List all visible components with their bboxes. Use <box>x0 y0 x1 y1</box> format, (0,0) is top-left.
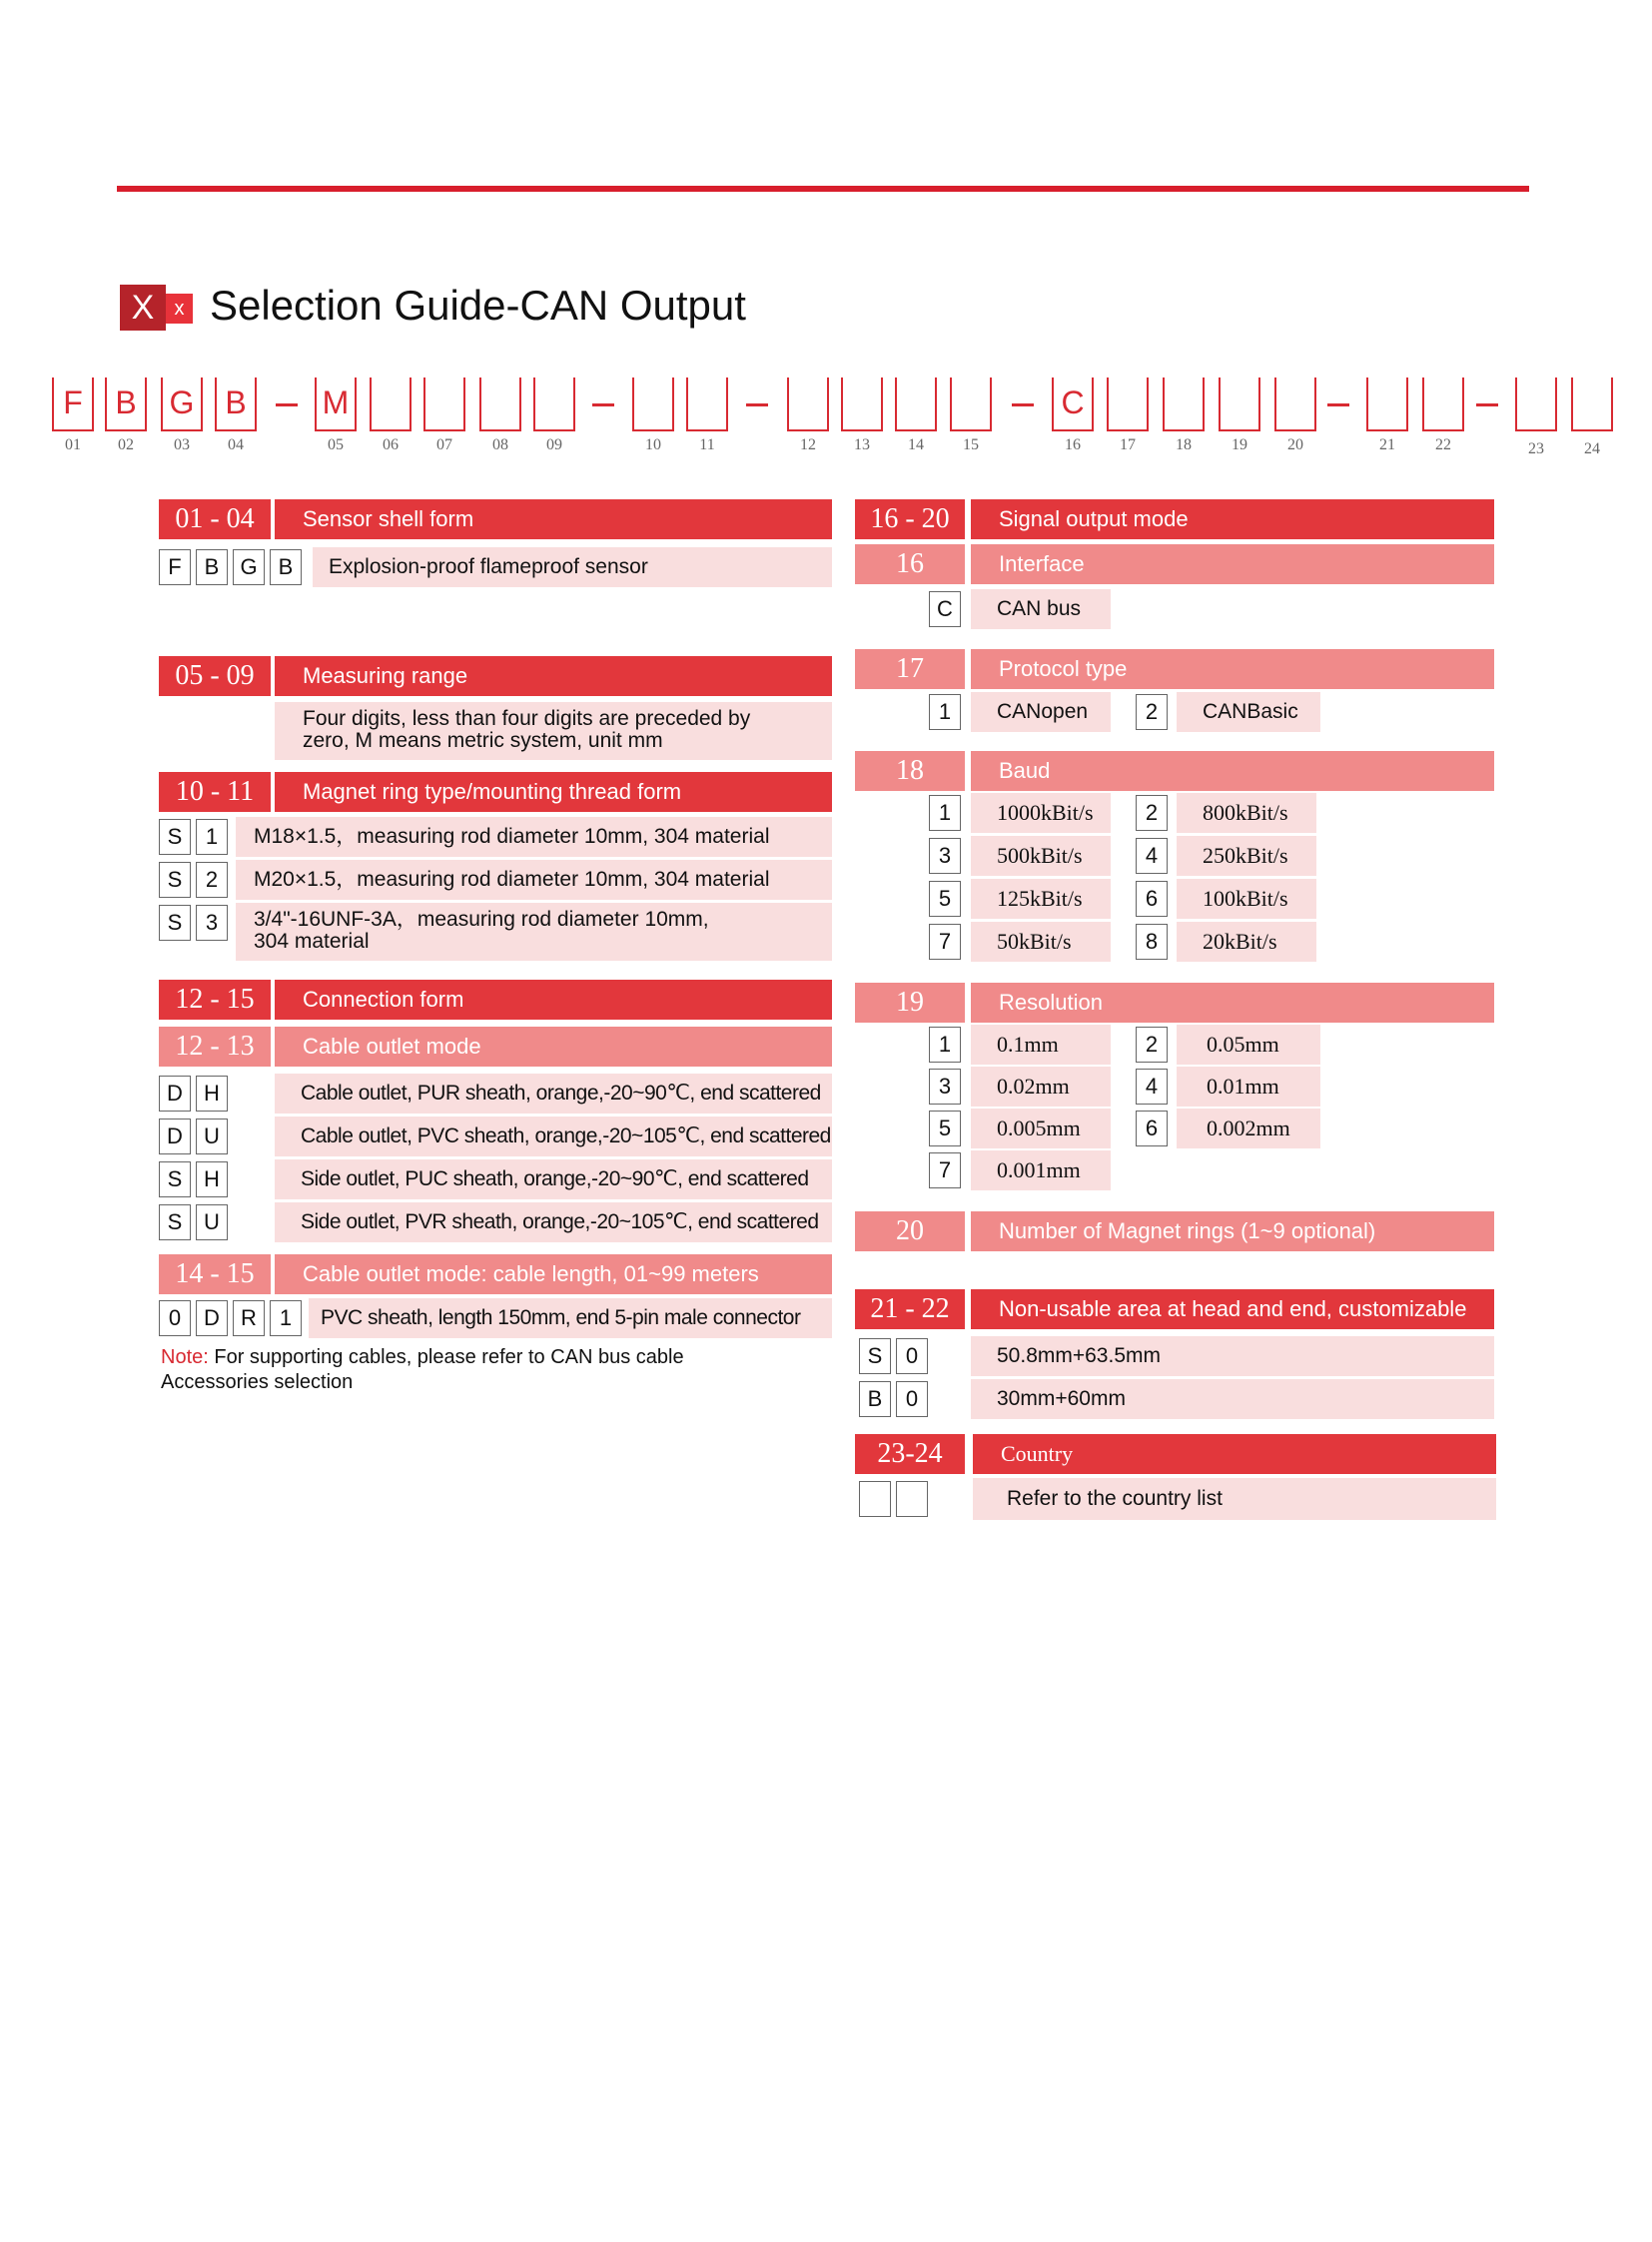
option-desc: M18×1.5，measuring rod diameter 10mm, 304 material <box>236 817 832 857</box>
code-position-box <box>1515 377 1557 431</box>
option-desc: 0.02mm <box>971 1067 1111 1107</box>
option-desc <box>275 702 832 760</box>
code-position-number: 02 <box>118 436 134 453</box>
section-number: 12 - 13 <box>159 1027 271 1067</box>
section-header: Protocol type <box>971 649 1494 689</box>
code-position-number: 07 <box>436 436 452 453</box>
code-box: S <box>159 862 191 898</box>
note-line: Accessories selection <box>161 1371 354 1393</box>
code-position-box: M <box>315 377 357 431</box>
option-desc: CANopen <box>971 692 1111 732</box>
section-header: Baud <box>971 751 1494 791</box>
code-box: 3 <box>929 1069 961 1105</box>
code-position-box <box>841 377 883 431</box>
option-desc: CAN bus <box>971 589 1111 629</box>
code-box: S <box>859 1338 891 1374</box>
section-number: 12 - 15 <box>159 980 271 1020</box>
code-box: 6 <box>1136 1111 1168 1146</box>
code-box: 8 <box>1136 924 1168 960</box>
section-number: 21 - 22 <box>855 1289 965 1329</box>
code-position-box <box>1571 377 1613 431</box>
code-box: 2 <box>1136 694 1168 730</box>
option-desc: 0.1mm <box>971 1025 1111 1065</box>
section-header: Cable outlet mode: cable length, 01~99 meters <box>275 1254 832 1294</box>
option-desc: 30mm+60mm <box>971 1379 1494 1419</box>
code-box: 2 <box>196 862 228 898</box>
section-header: Resolution <box>971 983 1494 1023</box>
code-position-box <box>787 377 829 431</box>
code-box: 1 <box>270 1300 302 1336</box>
section-number: 01 - 04 <box>159 499 271 539</box>
code-position-box <box>533 377 575 431</box>
option-desc: M20×1.5，measuring rod diameter 10mm, 304 material <box>236 860 832 900</box>
code-position-number: 18 <box>1176 436 1192 453</box>
section-header: Interface <box>971 544 1494 584</box>
code-position-number: 22 <box>1435 436 1451 453</box>
option-desc: 125kBit/s <box>971 879 1111 919</box>
option-desc: 800kBit/s <box>1177 793 1316 833</box>
section-header: Signal output mode <box>971 499 1494 539</box>
option-desc: Side outlet, PVR sheath, orange,-20~105℃, end scattered <box>275 1202 832 1242</box>
code-position-number: 01 <box>65 436 81 453</box>
code-position-box <box>686 377 728 431</box>
code-box: B <box>859 1381 891 1417</box>
code-separator-dash <box>1476 403 1498 406</box>
option-desc: 50.8mm+63.5mm <box>971 1336 1494 1376</box>
code-position-number: 14 <box>908 436 924 453</box>
code-box: 1 <box>929 795 961 831</box>
note-line <box>161 1345 840 1370</box>
code-box: R <box>233 1300 265 1336</box>
code-box: 7 <box>929 1152 961 1188</box>
code-position-box: B <box>215 377 257 431</box>
option-desc: 1000kBit/s <box>971 793 1111 833</box>
code-position-box <box>632 377 674 431</box>
note-body: For supporting cables, please refer to CAN bus cable <box>208 1346 684 1368</box>
code-box: B <box>196 549 228 585</box>
code-box: G <box>233 549 265 585</box>
code-box: 1 <box>929 694 961 730</box>
code-box: 0 <box>896 1381 928 1417</box>
code-position-number: 08 <box>492 436 508 453</box>
code-separator-dash <box>1012 403 1034 406</box>
code-box: D <box>159 1119 191 1154</box>
code-position-number: 05 <box>328 436 344 453</box>
code-position-number: 10 <box>645 436 661 453</box>
section-header: Cable outlet mode <box>275 1027 832 1067</box>
code-position-box <box>1274 377 1316 431</box>
code-separator-dash <box>1327 403 1349 406</box>
code-position-number: 24 <box>1584 440 1600 457</box>
code-box: 4 <box>1136 1069 1168 1105</box>
code-box: 6 <box>1136 881 1168 917</box>
section-header: Non-usable area at head and end, customizable <box>971 1289 1494 1329</box>
code-separator-dash <box>746 403 768 406</box>
code-box: B <box>270 549 302 585</box>
code-position-number: 12 <box>800 436 816 453</box>
section-number: 17 <box>855 649 965 689</box>
code-separator-dash <box>276 403 298 406</box>
code-box: F <box>159 549 191 585</box>
section-number: 19 <box>855 983 965 1023</box>
option-desc: PVC sheath, length 150mm, end 5-pin male connector <box>309 1298 832 1338</box>
code-position-box <box>1422 377 1464 431</box>
code-box <box>859 1481 891 1517</box>
section-number: 05 - 09 <box>159 656 271 696</box>
section-header: Measuring range <box>275 656 832 696</box>
code-position-box <box>1366 377 1408 431</box>
option-desc: 20kBit/s <box>1177 922 1316 962</box>
desc-line: Four digits, less than four digits are preceded by <box>303 707 751 730</box>
code-position-box <box>370 377 412 431</box>
code-box: H <box>196 1161 228 1197</box>
code-box: U <box>196 1119 228 1154</box>
code-position-number: 19 <box>1232 436 1247 453</box>
code-position-box <box>950 377 992 431</box>
code-separator-dash <box>592 403 614 406</box>
section-number: 23-24 <box>855 1434 965 1474</box>
option-desc: Explosion-proof flameproof sensor <box>313 547 832 587</box>
desc-line: 304 material <box>254 930 370 953</box>
section-header: Number of Magnet rings (1~9 optional) <box>971 1211 1494 1251</box>
code-position-box <box>479 377 521 431</box>
code-box: 4 <box>1136 838 1168 874</box>
page-title: Selection Guide-CAN Output <box>210 282 746 329</box>
top-rule <box>117 186 1529 192</box>
section-header: Connection form <box>275 980 832 1020</box>
code-position-number: 21 <box>1379 436 1395 453</box>
option-desc: CANBasic <box>1177 692 1320 732</box>
code-position-number: 23 <box>1528 440 1544 457</box>
code-position-box: G <box>161 377 203 431</box>
option-desc: Refer to the country list <box>973 1478 1496 1520</box>
code-position-box <box>1219 377 1260 431</box>
option-desc: 0.001mm <box>971 1150 1111 1190</box>
code-position-number: 17 <box>1120 436 1136 453</box>
section-number: 10 - 11 <box>159 772 271 812</box>
option-desc: Cable outlet, PUR sheath, orange,-20~90℃, end scattered <box>275 1074 832 1114</box>
desc-line: 3/4"-16UNF-3A，measuring rod diameter 10mm, <box>254 908 709 931</box>
option-desc: Side outlet, PUC sheath, orange,-20~90℃, end scattered <box>275 1159 832 1199</box>
code-position-box: B <box>105 377 147 431</box>
section-number: 16 - 20 <box>855 499 965 539</box>
code-position-number: 20 <box>1287 436 1303 453</box>
code-box: S <box>159 905 191 941</box>
code-position-number: 09 <box>546 436 562 453</box>
code-box: 3 <box>929 838 961 874</box>
code-position-number: 03 <box>174 436 190 453</box>
code-box: 1 <box>929 1027 961 1063</box>
code-box: H <box>196 1076 228 1112</box>
code-position-number: 06 <box>383 436 399 453</box>
code-position-box: F <box>52 377 94 431</box>
option-desc: 50kBit/s <box>971 922 1111 962</box>
code-position-box: C <box>1052 377 1094 431</box>
code-position-number: 13 <box>854 436 870 453</box>
code-box: U <box>196 1204 228 1240</box>
code-box: 3 <box>196 905 228 941</box>
code-box: S <box>159 819 191 855</box>
option-desc: 0.005mm <box>971 1109 1111 1148</box>
note-prefix: Note: <box>161 1346 209 1368</box>
code-position-box <box>423 377 465 431</box>
code-box: 0 <box>159 1300 191 1336</box>
code-box <box>896 1481 928 1517</box>
code-position-box <box>1163 377 1205 431</box>
code-box: 0 <box>896 1338 928 1374</box>
option-desc <box>236 903 832 961</box>
logo-mark: X <box>120 285 166 331</box>
code-box: S <box>159 1161 191 1197</box>
option-desc: Cable outlet, PVC sheath, orange,-20~105℃, end scattered <box>275 1117 832 1156</box>
code-position-box <box>895 377 937 431</box>
section-number: 18 <box>855 751 965 791</box>
code-position-number: 04 <box>228 436 244 453</box>
section-number: 14 - 15 <box>159 1254 271 1294</box>
option-desc: 0.05mm <box>1177 1025 1320 1065</box>
option-desc: 0.002mm <box>1177 1109 1320 1148</box>
code-position-box <box>1107 377 1149 431</box>
code-box: C <box>929 591 961 627</box>
option-desc: 100kBit/s <box>1177 879 1316 919</box>
section-header: Magnet ring type/mounting thread form <box>275 772 832 812</box>
section-number: 16 <box>855 544 965 584</box>
code-position-number: 16 <box>1065 436 1081 453</box>
code-box: 1 <box>196 819 228 855</box>
code-box: 2 <box>1136 795 1168 831</box>
note-text <box>161 1345 840 1395</box>
option-desc: 500kBit/s <box>971 836 1111 876</box>
code-box: S <box>159 1204 191 1240</box>
code-box: D <box>159 1076 191 1112</box>
code-box: D <box>196 1300 228 1336</box>
desc-line: zero, M means metric system, unit mm <box>303 729 663 752</box>
code-box: 2 <box>1136 1027 1168 1063</box>
code-position-number: 11 <box>699 436 715 453</box>
code-box: 5 <box>929 881 961 917</box>
code-box: 7 <box>929 924 961 960</box>
section-header: Sensor shell form <box>275 499 832 539</box>
section-header: Country <box>973 1434 1496 1474</box>
option-desc: 250kBit/s <box>1177 836 1316 876</box>
option-desc: 0.01mm <box>1177 1067 1320 1107</box>
code-box: 5 <box>929 1111 961 1146</box>
section-number: 20 <box>855 1211 965 1251</box>
code-position-number: 15 <box>963 436 979 453</box>
logo-mark-small: x <box>166 294 193 324</box>
